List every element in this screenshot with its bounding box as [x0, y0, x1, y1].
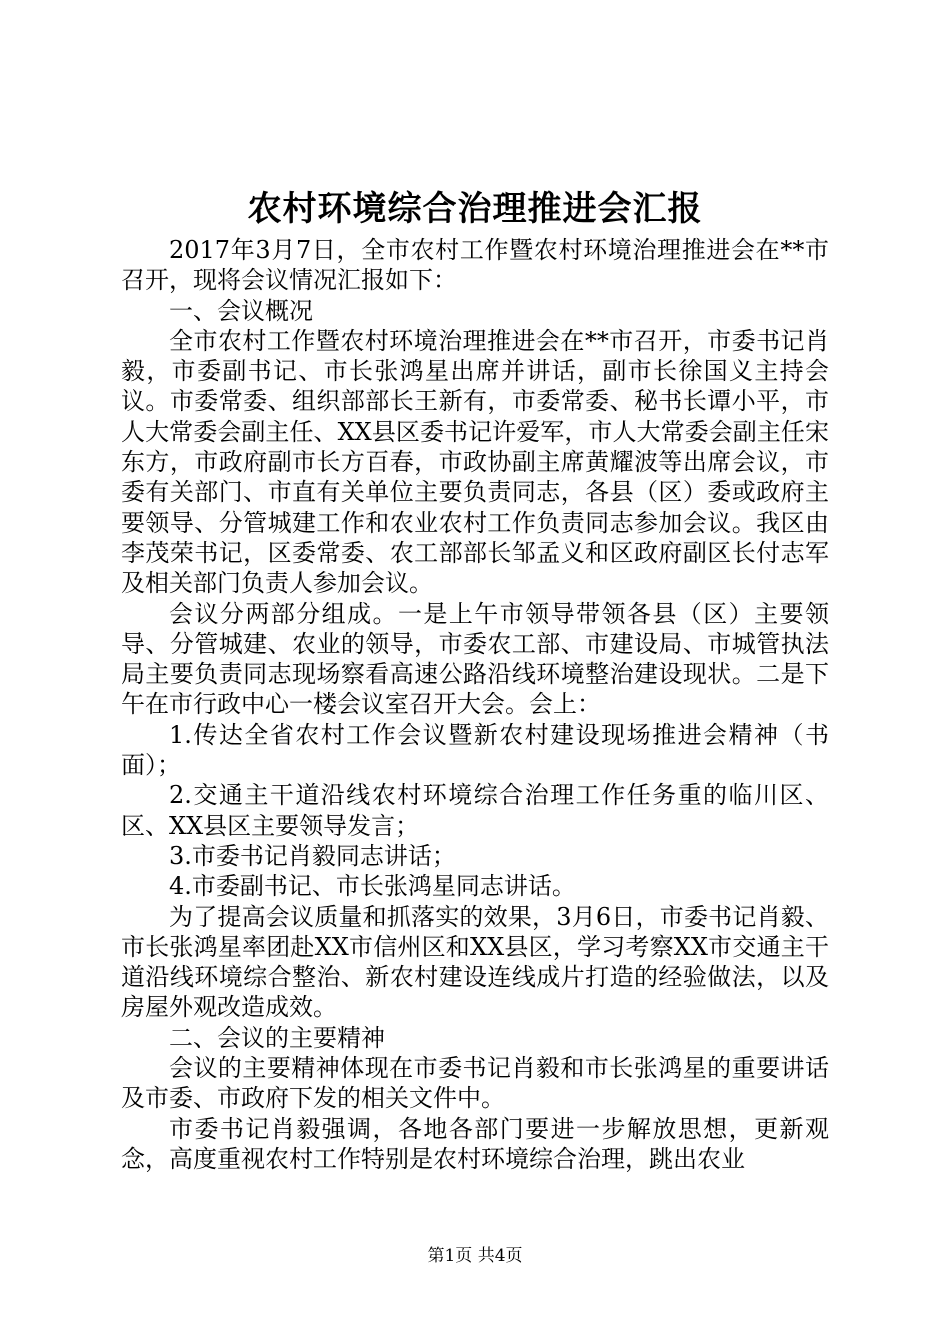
list-item-1: 1.传达全省农村工作会议暨新农村建设现场推进会精神（书面）； — [121, 720, 829, 780]
list-item-4: 4.市委副书记、市长张鸿星同志讲话。 — [169, 872, 576, 901]
section-heading-overview: 一、会议概况 — [169, 296, 313, 325]
paragraph-meeting-parts: 会议分两部分组成。一是上午市领导带领各县（区）主要领导、分管城建、农业的领导，市委农工部、市建设局、市城管执法局主要负责同志现场察看高速公路沿线环境整治建设现状。二是下午在市行政中心一楼会议室召开大会。会上： — [121, 599, 829, 719]
document-title: 农村环境综合治理推进会汇报 — [247, 189, 703, 229]
page-number: 第1页 共4页 — [427, 1246, 523, 1266]
list-item-2: 2.交通主干道沿线农村环境综合治理工作任务重的临川区、区、XX县区主要领导发言； — [121, 781, 829, 840]
paragraph-spirit: 会议的主要精神体现在市委书记肖毅和市长张鸿星的重要讲话及市委、市政府下发的相关文件中。 — [121, 1054, 829, 1113]
section-heading-spirit: 二、会议的主要精神 — [169, 1023, 385, 1052]
paragraph-secretary-remarks: 市委书记肖毅强调，各地各部门要进一步解放思想，更新观念，高度重视农村工作特别是农村环境综合治理，跳出农业 — [121, 1114, 829, 1173]
paragraph-attendees: 全市农村工作暨农村环境治理推进会在**市召开，市委书记肖毅，市委副书记、市长张鸿星出席并讲话，副市长徐国义主持会议。市委常委、组织部部长王新有，市委常委、秘书长谭小平，市人大常委会副主任、XX县区委书记许爱军，市人大常委会副主任宋东方，市政府副市长方百春，市政协副主席黄耀波等出席会议，市委有关部门、市直有关单位主要负责同志，各县（区）委或政府主要领导、分管城建工作和农业农村工作负责同志参加会议。我区由李茂荣书记，区委常委、农工部部长邹孟义和区政府副区长付志军及相关部门负责人参加会议。 — [121, 326, 829, 598]
document-body — [121, 235, 829, 1174]
list-item-3: 3.市委书记肖毅同志讲话； — [169, 841, 456, 870]
paragraph-study-tour: 为了提高会议质量和抓落实的效果，3月6日，市委书记肖毅、市长张鸿星率团赴XX市信州区和XX县区，学习考察XX市交通主干道沿线环境综合整治、新农村建设连线成片打造的经验做法，以及房屋外观改造成效。 — [121, 902, 829, 1022]
paragraph-intro: 2017年3月7日，全市农村工作暨农村环境治理推进会在**市召开，现将会议情况汇报如下： — [121, 236, 829, 295]
